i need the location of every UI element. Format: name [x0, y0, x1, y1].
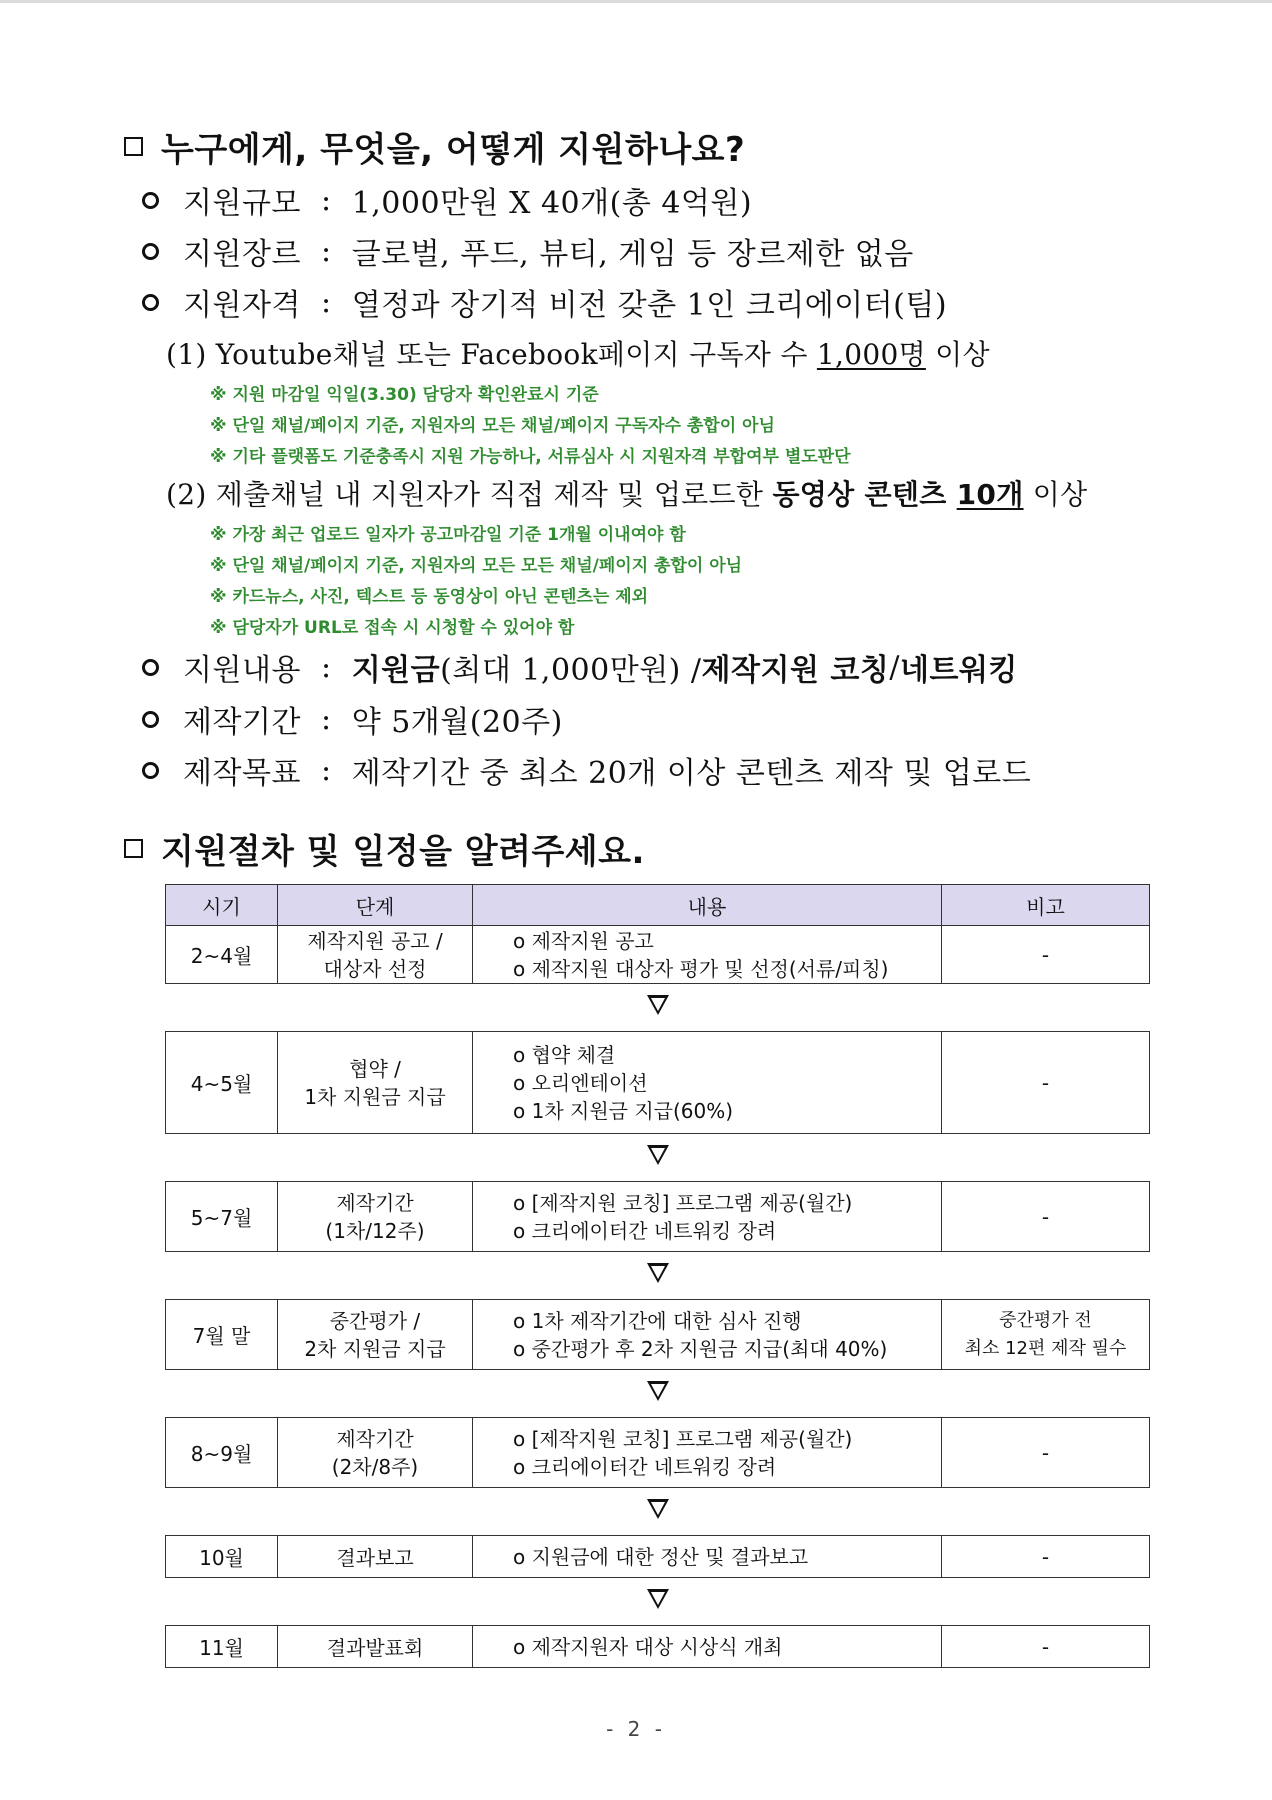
table-row	[166, 1182, 1150, 1252]
page-number: - 2 -	[606, 1717, 666, 1741]
note-cell: -	[942, 1626, 1150, 1668]
checkbox-square-icon	[124, 137, 143, 156]
note-line: ※ 카드뉴스, 사진, 텍스트 등 동영상이 아닌 콘텐츠는 제외	[210, 587, 649, 607]
period-cell: 2~4월	[166, 926, 278, 984]
circle-bullet-icon	[142, 659, 159, 676]
header-content: 내용	[473, 885, 942, 926]
content-cell: o 협약 체결 o 오리엔테이션 o 1차 지원금 지급(60%)	[473, 1032, 942, 1134]
period-cell: 11월	[166, 1626, 278, 1668]
header-note: 비고	[942, 885, 1150, 926]
content-cell: o 지원금에 대한 정산 및 결과보고	[473, 1536, 942, 1578]
note-cell: -	[942, 1182, 1150, 1252]
header-stage: 단계	[278, 885, 473, 926]
period-cell: 5~7월	[166, 1182, 278, 1252]
content-cell: o [제작지원 코칭] 프로그램 제공(월간) o 크리에이터간 네트워킹 장려	[473, 1182, 942, 1252]
section-title-who-what-how: 누구에게, 무엇을, 어떻게 지원하나요?	[124, 122, 745, 171]
table-row	[166, 1626, 1150, 1668]
bullet-support-eligibility: 지원자격 : 열정과 장기적 비전 갖춘 1인 크리에이터(팀)	[142, 280, 947, 324]
note-line: ※ 기타 플랫폼도 기준충족시 지원 가능하나, 서류심사 시 지원자격 부합여부 별도판단	[210, 447, 851, 467]
bullet-production-period: 제작기간 : 약 5개월(20주)	[142, 697, 563, 741]
top-border	[0, 0, 1272, 3]
period-cell: 4~5월	[166, 1032, 278, 1134]
stage-cell: 제작지원 공고 / 대상자 선정	[278, 926, 473, 984]
note-cell: 중간평가 전 최소 12편 제작 필수	[942, 1300, 1150, 1370]
note-line: ※ 담당자가 URL로 접속 시 시청할 수 있어야 함	[210, 618, 575, 638]
content-cell: o 1차 제작기간에 대한 심사 진행 o 중간평가 후 2차 지원금 지급(최대 40%)	[473, 1300, 942, 1370]
content-cell: o [제작지원 코칭] 프로그램 제공(월간) o 크리에이터간 네트워킹 장려	[473, 1418, 942, 1488]
down-arrow-icon	[647, 1499, 669, 1519]
section-title-procedure: 지원절차 및 일정을 알려주세요.	[124, 824, 645, 873]
checkbox-square-icon	[124, 839, 143, 858]
circle-bullet-icon	[142, 192, 159, 209]
bullet-production-goal: 제작목표 : 제작기간 중 최소 20개 이상 콘텐츠 제작 및 업로드	[142, 748, 1031, 792]
note-line: ※ 가장 최근 업로드 일자가 공고마감일 기준 1개월 이내여야 함	[210, 525, 686, 545]
content-cell: o 제작지원자 대상 시상식 개최	[473, 1626, 942, 1668]
note-cell: -	[942, 1536, 1150, 1578]
down-arrow-icon	[647, 1589, 669, 1609]
note-cell: -	[942, 1032, 1150, 1134]
note-cell: -	[942, 926, 1150, 984]
table-row	[166, 1032, 1150, 1134]
circle-bullet-icon	[142, 243, 159, 260]
requirement-subscribers: (1) Youtube채널 또는 Facebook페이지 구독자 수 1,000명 이상	[166, 338, 990, 371]
circle-bullet-icon	[142, 762, 159, 779]
table-row	[166, 1536, 1150, 1578]
period-cell: 8~9월	[166, 1418, 278, 1488]
period-cell: 10월	[166, 1536, 278, 1578]
down-arrow-icon	[647, 995, 669, 1015]
stage-cell: 제작기간 (1차/12주)	[278, 1182, 473, 1252]
stage-cell: 결과보고	[278, 1536, 473, 1578]
note-line: ※ 단일 채널/페이지 기준, 지원자의 모든 모든 채널/페이지 총합이 아님	[210, 556, 743, 576]
down-arrow-icon	[647, 1381, 669, 1401]
stage-cell: 결과발표회	[278, 1626, 473, 1668]
table-row	[166, 926, 1150, 984]
stage-cell: 협약 / 1차 지원금 지급	[278, 1032, 473, 1134]
table-row	[166, 1418, 1150, 1488]
note-line: ※ 지원 마감일 익일(3.30) 담당자 확인완료시 기준	[210, 385, 599, 405]
down-arrow-icon	[647, 1263, 669, 1283]
table-header-row	[166, 885, 1150, 926]
requirement-video-count: (2) 제출채널 내 지원자가 직접 제작 및 업로드한 동영상 콘텐츠 10개 이상	[166, 478, 1088, 511]
note-cell: -	[942, 1418, 1150, 1488]
bullet-support-scale: 지원규모 : 1,000만원 X 40개(총 4억원)	[142, 178, 752, 222]
note-line: ※ 단일 채널/페이지 기준, 지원자의 모든 채널/페이지 구독자수 총합이 아님	[210, 416, 775, 436]
bullet-support-content: 지원내용 : 지원금 (최대 1,000만원) / 제작지원 코칭 / 네트워킹	[142, 645, 1018, 689]
period-cell: 7월 말	[166, 1300, 278, 1370]
bullet-support-genre: 지원장르 : 글로벌, 푸드, 뷰티, 게임 등 장르제한 없음	[142, 229, 914, 273]
schedule-table	[165, 884, 1150, 1668]
table-row	[166, 1300, 1150, 1370]
down-arrow-icon	[647, 1145, 669, 1165]
content-cell: o 제작지원 공고 o 제작지원 대상자 평가 및 선정(서류/피칭)	[473, 926, 942, 984]
circle-bullet-icon	[142, 711, 159, 728]
stage-cell: 제작기간 (2차/8주)	[278, 1418, 473, 1488]
header-period: 시기	[166, 885, 278, 926]
stage-cell: 중간평가 / 2차 지원금 지급	[278, 1300, 473, 1370]
circle-bullet-icon	[142, 294, 159, 311]
